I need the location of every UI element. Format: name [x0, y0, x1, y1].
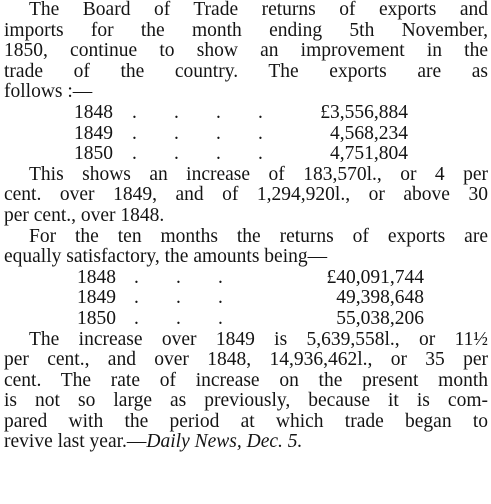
leader-dots: . . . . — [132, 122, 263, 144]
table-row — [4, 124, 488, 145]
leader-dots: . . . — [134, 287, 223, 309]
table-row — [4, 309, 488, 330]
ten-month-exports-table — [4, 268, 488, 330]
amount-cell: £3,556,884 — [320, 101, 408, 123]
year-cell: 1848 — [74, 101, 113, 123]
amount-cell: £40,091,744 — [326, 266, 424, 288]
paragraph-line: pared with the period at which trade began to — [4, 410, 488, 432]
table-row — [4, 268, 488, 289]
leader-dots: . . . . — [132, 143, 263, 165]
leader-dots: . . . — [134, 266, 223, 288]
amount-cell: 4,751,804 — [330, 143, 408, 165]
table-row — [4, 144, 488, 165]
paragraph-line: This shows an increase of 183,570l., or 4 per — [29, 163, 488, 185]
amount-cell: 49,398,648 — [336, 287, 424, 309]
paragraph-line: follows :— — [4, 81, 93, 103]
source-citation: Daily News, Dec. 5. — [146, 431, 303, 453]
paragraph-line: is not so large as previously, because it is com- — [4, 390, 488, 412]
paragraph-line: per cent., and over 1848, 14,936,462l., or 35 per — [4, 349, 488, 371]
closing-line — [4, 432, 488, 453]
paragraph-line: trade of the country. The exports are as — [4, 60, 488, 82]
monthly-exports-table — [4, 103, 488, 165]
paragraph-line: cent. over 1849, and of 1,294,920l., or above 30 — [4, 184, 488, 206]
year-cell: 1850 — [74, 143, 113, 165]
year-cell: 1849 — [74, 122, 113, 144]
table-row — [4, 288, 488, 309]
paragraph-line: cent. The rate of increase on the present month — [4, 369, 488, 391]
paragraph-line: For the ten months the returns of exports are — [29, 225, 488, 247]
paragraph-line: equally satisfactory, the amounts being— — [4, 246, 328, 268]
year-cell: 1850 — [77, 307, 116, 329]
paragraph-line: The Board of Trade returns of exports and — [29, 0, 488, 20]
table-row — [4, 103, 488, 124]
newspaper-article — [4, 0, 488, 453]
year-cell: 1849 — [77, 287, 116, 309]
paragraph-line: imports for the month ending 5th November, — [4, 19, 488, 41]
paragraph-line: The increase over 1849 is 5,639,558l., or 11½ — [29, 328, 488, 350]
leader-dots: . . . . — [132, 101, 263, 123]
closing-text: revive last year.— — [4, 431, 147, 453]
amount-cell: 4,568,234 — [330, 122, 408, 144]
paragraph-line: 1850, continue to show an improvement in the — [4, 40, 488, 62]
amount-cell: 55,038,206 — [336, 307, 424, 329]
leader-dots: . . . — [134, 307, 223, 329]
year-cell: 1848 — [77, 266, 116, 288]
paragraph-line: per cent., over 1848. — [4, 204, 165, 226]
